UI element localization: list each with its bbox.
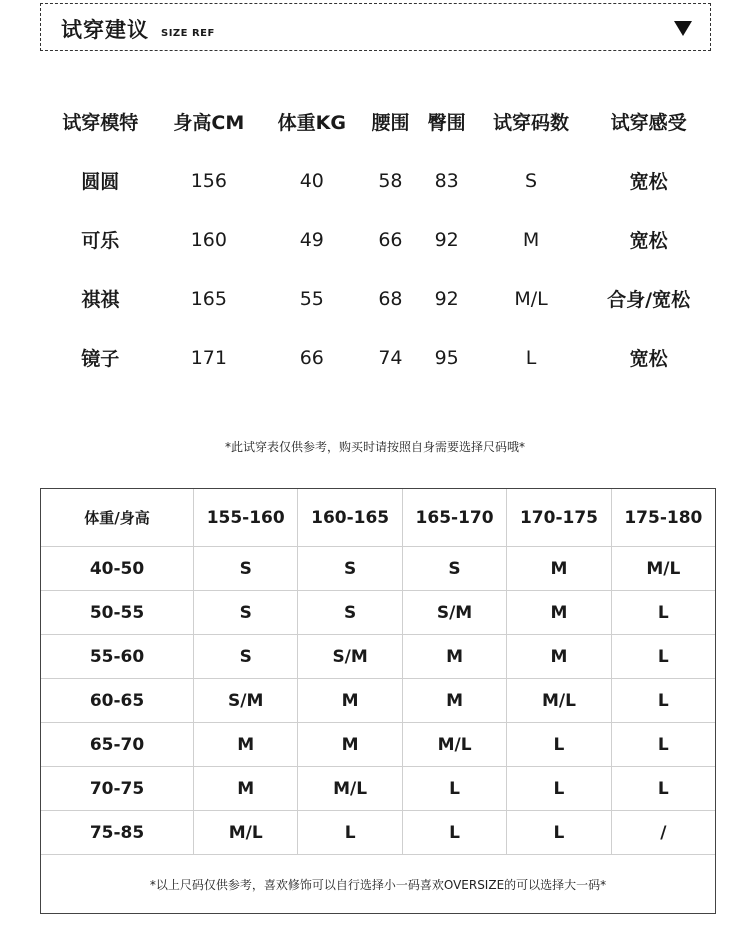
size-cell: L — [611, 723, 715, 767]
table-cell: 165 — [190, 287, 227, 310]
section-title: 试穿建议 — [61, 18, 149, 42]
size-cell: L — [507, 723, 611, 767]
size-cell: M — [402, 679, 506, 723]
size-chart-box — [40, 488, 716, 914]
size-cell: L — [611, 767, 715, 811]
size-cell: M — [507, 547, 611, 591]
size-chart-note: *以上尺码仅供参考，喜欢修饰可以自行选择小一码喜欢OVERSIZE的可以选择大一码* — [149, 878, 607, 892]
size-cell: M — [402, 635, 506, 679]
table-cell: 83 — [434, 169, 459, 192]
size-cell: S — [402, 547, 506, 591]
size-cell: / — [611, 811, 715, 855]
size-cell: S — [194, 547, 298, 591]
table-cell: 95 — [434, 346, 459, 369]
tryon-header-cell: 试穿码数 — [493, 112, 570, 134]
table-row — [44, 210, 710, 269]
table-cell: 92 — [434, 287, 459, 310]
size-cell: M/L — [298, 767, 402, 811]
tryon-header-cell: 身高CM — [173, 112, 245, 134]
size-cell: L — [507, 767, 611, 811]
table-cell: M/L — [514, 287, 548, 310]
size-cell: S — [194, 635, 298, 679]
table-row — [41, 811, 715, 855]
table-cell: 92 — [434, 228, 459, 251]
table-row — [41, 767, 715, 811]
size-chart-table — [41, 489, 715, 855]
model-name: 镜子 — [81, 348, 120, 370]
table-row — [41, 723, 715, 767]
model-name: 可乐 — [81, 230, 120, 252]
table-row — [44, 151, 710, 210]
table-cell: 55 — [299, 287, 324, 310]
size-cell: M/L — [507, 679, 611, 723]
table-row — [41, 635, 715, 679]
table-cell: 49 — [299, 228, 324, 251]
tryon-header-cell: 体重KG — [277, 112, 346, 134]
size-header-cell: 155-160 — [194, 489, 298, 547]
size-cell: S/M — [402, 591, 506, 635]
weight-range: 50-55 — [41, 591, 194, 635]
size-cell: S/M — [298, 635, 402, 679]
model-name: 圆圆 — [81, 171, 120, 193]
size-header-cell: 体重/身高 — [41, 489, 194, 547]
table-cell: M — [522, 228, 540, 251]
table-cell: S — [524, 169, 538, 192]
size-cell: L — [298, 811, 402, 855]
size-cell: M — [507, 635, 611, 679]
size-header-cell: 170-175 — [507, 489, 611, 547]
tryon-header-cell: 试穿感受 — [610, 112, 687, 134]
table-cell: 74 — [378, 346, 403, 369]
tryon-header-cell: 腰围 — [371, 112, 410, 134]
tryon-header-row — [44, 92, 710, 151]
size-cell: M — [298, 723, 402, 767]
weight-range: 75-85 — [41, 811, 194, 855]
table-cell: L — [525, 346, 537, 369]
size-cell: L — [611, 679, 715, 723]
table-row — [44, 269, 710, 328]
size-cell: S — [194, 591, 298, 635]
table-cell: 40 — [299, 169, 324, 192]
tryon-header-cell: 试穿模特 — [62, 112, 139, 134]
size-cell: L — [507, 811, 611, 855]
size-cell: M — [194, 767, 298, 811]
table-cell: 66 — [299, 346, 324, 369]
section-subtitle: SIZE REF — [161, 28, 215, 39]
size-cell: M/L — [194, 811, 298, 855]
triangle-down-icon[interactable] — [674, 21, 692, 36]
size-header-cell: 160-165 — [298, 489, 402, 547]
table-cell: 68 — [378, 287, 403, 310]
size-cell: S/M — [194, 679, 298, 723]
tryon-header-cell: 臀围 — [427, 112, 466, 134]
size-cell: M/L — [402, 723, 506, 767]
table-cell: 58 — [378, 169, 403, 192]
size-cell: M/L — [611, 547, 715, 591]
size-header-cell: 165-170 — [402, 489, 506, 547]
size-cell: L — [611, 591, 715, 635]
table-cell: 171 — [190, 346, 227, 369]
table-cell: 宽松 — [629, 171, 668, 193]
table-cell: 156 — [190, 169, 227, 192]
weight-range: 55-60 — [41, 635, 194, 679]
weight-range: 40-50 — [41, 547, 194, 591]
size-cell: L — [402, 811, 506, 855]
weight-range: 70-75 — [41, 767, 194, 811]
section-header — [40, 3, 711, 51]
table-cell: 合身/宽松 — [607, 289, 691, 311]
table-cell: 宽松 — [629, 348, 668, 370]
tryon-table — [44, 92, 710, 387]
size-cell: S — [298, 591, 402, 635]
weight-range: 65-70 — [41, 723, 194, 767]
size-header-row — [41, 489, 715, 547]
tryon-note: *此试穿表仅供参考，购买时请按照自身需要选择尺码哦* — [224, 440, 525, 454]
size-cell: M — [194, 723, 298, 767]
model-name: 祺祺 — [81, 289, 120, 311]
size-header-cell: 175-180 — [611, 489, 715, 547]
table-row — [41, 591, 715, 635]
size-cell: L — [402, 767, 506, 811]
table-row — [44, 328, 710, 387]
size-cell: M — [507, 591, 611, 635]
table-cell: 宽松 — [629, 230, 668, 252]
table-row — [41, 679, 715, 723]
table-row — [41, 547, 715, 591]
size-cell: S — [298, 547, 402, 591]
table-cell: 160 — [190, 228, 227, 251]
size-cell: L — [611, 635, 715, 679]
table-cell: 66 — [378, 228, 403, 251]
weight-range: 60-65 — [41, 679, 194, 723]
size-cell: M — [298, 679, 402, 723]
